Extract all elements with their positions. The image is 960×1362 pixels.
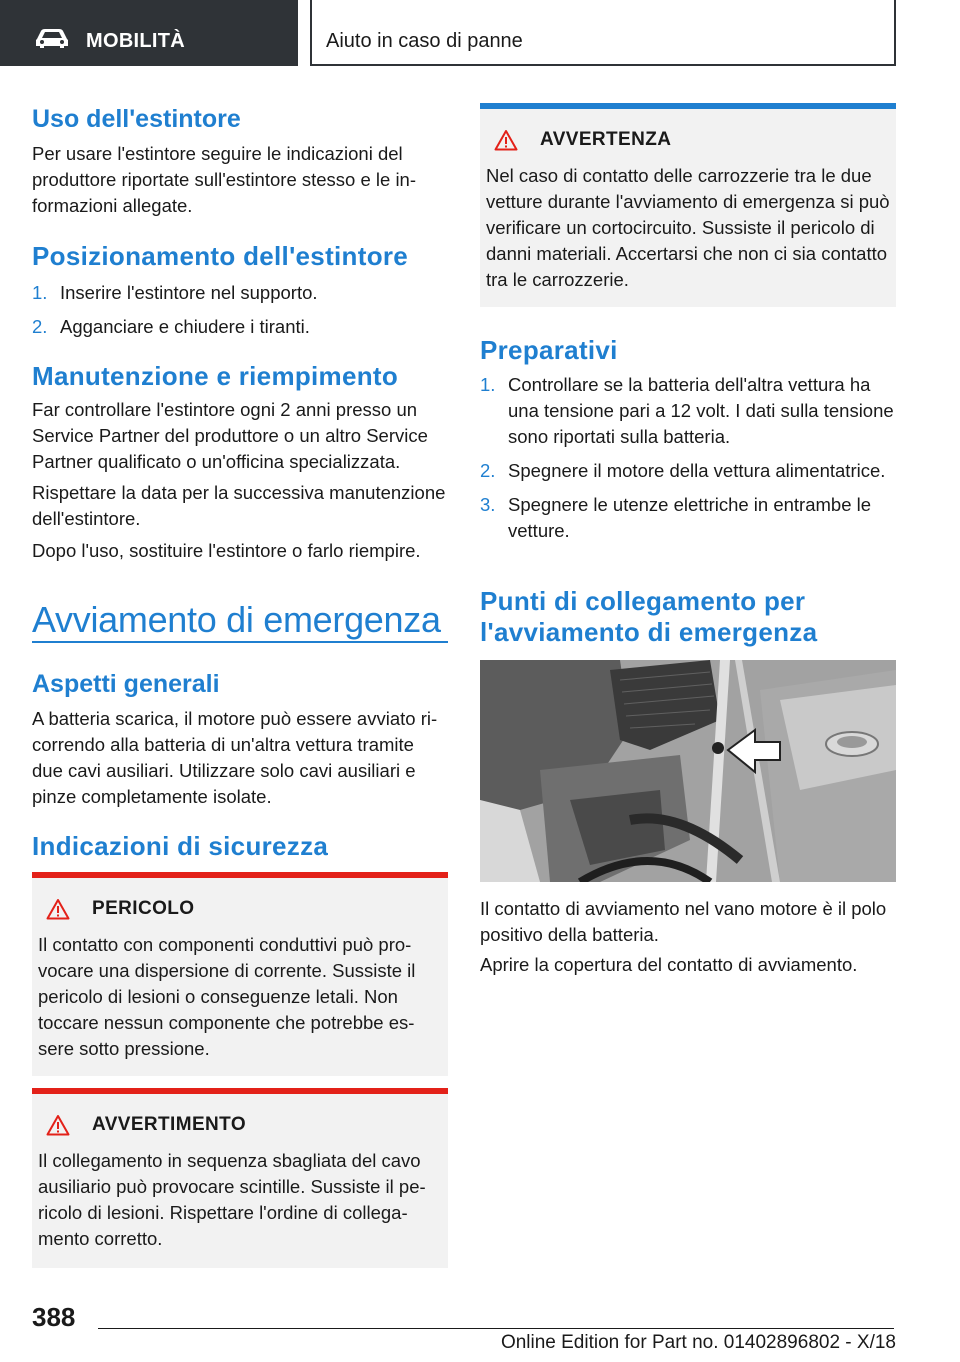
heading-indicazioni-sicurezza: Indicazioni di sicurezza: [32, 831, 329, 861]
danger-title: PERICOLO: [92, 898, 195, 919]
caution-box: [480, 103, 896, 307]
paragraph-contatto: Il contatto di avviamento nel vano motore è il polo positivo della batteria.: [480, 898, 887, 945]
chapter-title: Aiuto in caso di panne: [326, 30, 523, 52]
warning-box: [32, 1088, 448, 1268]
warning-text: Il collegamento in sequenza sbagliata del cavo ausiliario può provocare scintille. Sussiste il pericolo di lesioni. Rispettare l'ordine di collegamento corretto.: [38, 1150, 426, 1249]
paragraph-manutenzione-3: Dopo l'uso, sostituire l'estintore o farlo riempire.: [32, 540, 421, 561]
warning-triangle-icon: [494, 129, 518, 151]
paragraph-manutenzione-1: Far controllare l'estintore ogni 2 anni presso un Service Partner del produttore o un altro Service Partner qualificato o un'officina specializzata.: [32, 399, 428, 472]
danger-bar: [32, 872, 448, 878]
paragraph-copertura: Aprire la copertura del contatto di avviamento.: [480, 954, 858, 975]
heading-aspetti-generali: Aspetti generali: [32, 670, 220, 698]
heading-rule: [32, 641, 448, 643]
car-icon: [34, 27, 70, 49]
heading-uso-estintore: Uso dell'estintore: [32, 105, 241, 133]
list-item: 3. Spegnere le utenze elettriche in entrambe le vetture.: [480, 494, 872, 541]
paragraph-uso: Per usare l'estintore seguire le indicazioni del produttore riportate sull'estintore stesso e le informazioni allegate.: [32, 143, 417, 216]
engine-bay-photo: [480, 660, 896, 882]
paragraph-manutenzione-2: Rispettare la data per la successiva manutenzione dell'estintore.: [32, 482, 446, 529]
heading-punti-collegamento: Punti di collegamento per l'avviamento di emergenza: [480, 586, 818, 647]
caution-bar: [480, 103, 896, 109]
footer-rule: [98, 1328, 894, 1329]
footer-edition: Online Edition for Part no. 01402896802 - X/18: [500, 1332, 896, 1353]
warning-title: AVVERTIMENTO: [92, 1114, 246, 1135]
heading-preparativi: Preparativi: [480, 335, 618, 365]
chapter-tab: [310, 0, 896, 66]
section-tab: [0, 0, 298, 66]
warning-bar: [32, 1088, 448, 1094]
danger-text: Il contatto con componenti conduttivi può provocare una dispersione di corrente. Sussiste il pericolo di lesioni o conseguenze letali. Non toccare nessun componente che potrebbe essere sotto pressione.: [38, 934, 416, 1059]
paragraph-aspetti: A batteria scarica, il motore può essere avviato ricorrendo alla batteria di un'altra vettura tramite due cavi ausiliari. Utilizzare solo cavi ausiliari e pinze completamente isolate.: [32, 708, 438, 807]
danger-box: [32, 872, 448, 1076]
page-header: [0, 0, 960, 66]
caution-title: AVVERTENZA: [540, 129, 672, 150]
section-title: MOBILITÀ: [86, 30, 186, 52]
caution-text: Nel caso di contatto delle carrozzerie tra le due vetture durante l'avviamento di emergenza si può verificare un cortocircuito. Sussiste il pericolo di danni materiali. Accertarsi che non ci sia contatto tra le carrozzerie.: [486, 165, 890, 290]
list-posizionamento: [32, 280, 448, 348]
list-item: 1. Controllare se la batteria dell'altra vettura ha una tensione pari a 12 volt. I dati sulla tensione sono riportati sulla batteria.: [480, 374, 894, 447]
warning-triangle-icon: [46, 1114, 70, 1136]
page-number: 388: [32, 1302, 76, 1332]
heading-posizionamento: Posizionamento dell'estintore: [32, 241, 409, 271]
chapter-heading-avviamento: Avviamento di emergenza: [32, 599, 441, 640]
list-item: 1. Inserire l'estintore nel supporto.: [32, 282, 318, 303]
list-preparativi: [480, 372, 896, 552]
heading-manutenzione: Manutenzione e riempimento: [32, 361, 399, 391]
list-item: 2. Spegnere il motore della vettura alimentatrice.: [480, 460, 886, 481]
list-item: 2. Agganciare e chiudere i tiranti.: [32, 316, 310, 337]
warning-triangle-icon: [46, 898, 70, 920]
